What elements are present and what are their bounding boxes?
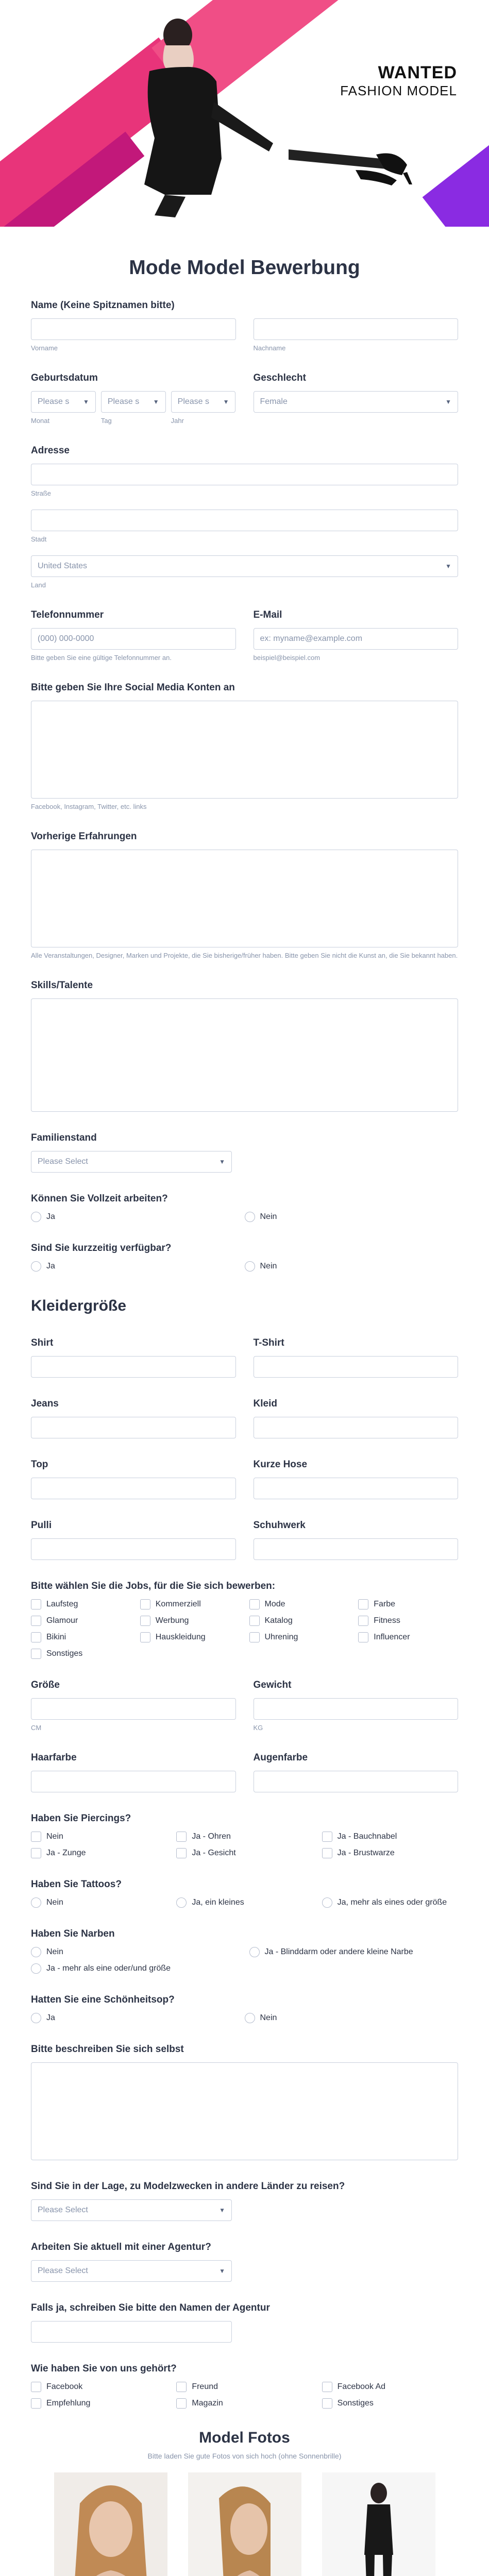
option-label: Nein [46,1832,63,1841]
agency-name-input[interactable] [31,2321,232,2343]
hero-title-main: WANTED [378,63,457,82]
scars-option[interactable] [31,1963,240,1974]
piercings-label: Haben Sie Piercings? [31,1813,131,1824]
agency-select[interactable]: Please Select ▼ [31,2260,232,2282]
marital-label: Familienstand [31,1132,97,1143]
tattoos-option[interactable] [31,1897,167,1908]
chevron-down-icon: ▼ [445,563,451,570]
piercings-option[interactable] [322,1848,458,1858]
option-label: Werbung [155,1616,189,1625]
checkbox [358,1632,368,1642]
jobs-option[interactable] [31,1599,131,1609]
chevron-down-icon: ▼ [223,398,229,405]
option-label: Freund [192,2382,218,2391]
birth-year-select[interactable]: Please s ▼ [171,391,236,413]
hero-title-sub: FASHION MODEL [340,83,457,98]
piercings-option[interactable] [322,1832,458,1842]
piercings-option[interactable] [176,1832,312,1842]
chevron-down-icon: ▼ [219,1158,225,1165]
last-name-input[interactable] [254,318,459,340]
kurze-hose-input[interactable] [254,1478,459,1499]
checkbox [358,1599,368,1609]
option-label: Ja - Ohren [192,1832,231,1841]
chevron-down-icon: ▼ [219,2207,225,2214]
hair-input[interactable] [31,1771,236,1792]
radio [176,1897,187,1908]
travel-label: Sind Sie in der Lage, zu Modelzwecken in andere Länder zu reisen? [31,2181,345,2192]
piercings-option[interactable] [31,1832,167,1842]
describe-textarea[interactable] [31,2062,458,2160]
surgery-label: Hatten Sie eine Schönheitsop? [31,1994,175,2005]
tattoos-option[interactable] [322,1897,458,1908]
checkbox [140,1599,150,1609]
piercings-options [31,1832,458,1858]
checkbox [31,1649,41,1659]
checkbox [322,2398,332,2409]
option-label: Glamour [46,1616,78,1625]
jobs-option[interactable] [249,1616,349,1626]
kleid-input[interactable] [254,1417,459,1438]
option-label: Mode [264,1600,285,1608]
checkbox [249,1616,260,1626]
tattoos-options [31,1897,458,1908]
checkbox [31,1848,41,1858]
height-input[interactable] [31,1698,236,1720]
marital-select[interactable]: Please Select ▼ [31,1151,232,1173]
tattoos-label: Haben Sie Tattoos? [31,1879,122,1890]
option-label: Ja - mehr als eine oder/und größe [46,1964,171,1973]
hero-title [340,63,457,99]
option-label: Bikini [46,1633,66,1641]
option-label: Laufsteg [46,1600,78,1608]
jobs-option[interactable] [31,1632,131,1642]
chevron-down-icon: ▼ [82,398,89,405]
jobs-option[interactable] [140,1616,240,1626]
option-label: Ja - Bauchnabel [337,1832,397,1841]
skills-field [31,980,458,1112]
checkbox [176,1848,187,1858]
photos-title: Model Fotos [199,2429,290,2446]
checkbox [140,1616,150,1626]
birth-gender-row: Geburtsdatum Please s ▼ Monat Please s ▼ Tag Please s ▼ Jahr Geschlecht Female ▼ [31,372,458,425]
fulltime-label: Können Sie Vollzeit arbeiten? [31,1193,168,1204]
piercings-option[interactable] [176,1848,312,1858]
agency-field [31,2242,458,2282]
head-shot-example-image [54,2472,167,2576]
scars-field [31,1928,458,1974]
hair-eyes-row: Haarfarbe Augenfarbe [31,1752,458,1792]
radio [31,1963,41,1974]
jeans-row: Jeans Kleid [31,1398,458,1438]
birth-label: Geburtsdatum [31,372,98,383]
checkbox [176,1832,187,1842]
skills-textarea[interactable] [31,998,458,1112]
checkbox [176,2398,187,2409]
jobs-option[interactable] [140,1632,240,1642]
checkbox [322,2382,332,2392]
checkbox [31,1632,41,1642]
surgery-field [31,1994,458,2023]
checkbox [249,1632,260,1642]
option-label: Hauskleidung [155,1633,206,1641]
checkbox [322,1832,332,1842]
country-select[interactable]: United States ▼ [31,555,458,577]
scars-option[interactable] [249,1947,459,1957]
phone-input[interactable]: (000) 000-0000 [31,628,236,650]
piercings-option[interactable] [31,1848,167,1858]
jobs-field [31,1581,458,1659]
tattoos-field [31,1879,458,1908]
top-row: Top Kurze Hose [31,1459,458,1499]
top-input[interactable] [31,1478,236,1499]
high-heels-image [289,129,443,185]
first-name-sublabel: Vorname [31,344,58,352]
jobs-options [31,1599,458,1659]
sizes-section-title: Kleidergröße [31,1297,127,1314]
experience-textarea[interactable] [31,850,458,947]
source-option[interactable] [31,2398,167,2409]
shortnotice-field [31,1243,458,1272]
option-label: Facebook [46,2382,83,2391]
option-label: Influencer [374,1633,410,1641]
shirt-input[interactable] [31,1356,236,1378]
surgery-no-radio[interactable]: Nein [245,2013,459,2023]
radio [322,1897,332,1908]
example-photos [31,2472,458,2576]
option-label: Uhrening [264,1633,298,1641]
source-option[interactable] [322,2398,458,2409]
piercings-field [31,1813,458,1858]
chevron-down-icon: ▼ [445,398,451,405]
social-field: Bitte geben Sie Ihre Social Media Konten an Facebook, Instagram, Twitter, etc. links [31,682,458,810]
option-label: Nein [46,1947,63,1956]
jobs-label: Bitte wählen Sie die Jobs, für die Sie sich bewerben: [31,1581,276,1591]
gender-label: Geschlecht [253,372,306,383]
checkbox [140,1632,150,1642]
source-option[interactable] [31,2382,167,2392]
jobs-option[interactable] [249,1599,349,1609]
contact-row: Telefonnummer (000) 000-0000 Bitte geben Sie eine gültige Telefonnummer an. E-Mail ex: myname@example.com beispiel@beispiel.com [31,609,458,662]
option-label: Magazin [192,2399,223,2408]
radio [31,1897,41,1908]
source-option[interactable] [322,2382,458,2392]
source-field [31,2363,458,2409]
experience-field: Vorherige Erfahrungen Alle Veranstaltungen, Designer, Marken und Projekte, die Sie bisherige/früher haben. Bitte geben Sie nicht die Kunst an, die Sie bekannt haben. [31,831,458,959]
birth-month-select[interactable]: Please s ▼ [31,391,96,413]
address-field: Adresse Straße Stadt United States ▼ Land [31,445,458,589]
jobs-option[interactable] [358,1632,458,1642]
name-field [31,300,458,352]
shirt-row: Shirt T-Shirt [31,1337,458,1378]
model-photo-image [88,9,283,221]
option-label: Katalog [264,1616,293,1625]
header-banner [0,0,489,227]
option-label: Ja, ein kleines [192,1898,244,1907]
radio [249,1947,260,1957]
describe-label: Bitte beschreiben Sie sich selbst [31,2044,184,2055]
marital-field [31,1132,458,1173]
street-input[interactable] [31,464,458,485]
checkbox [31,1832,41,1842]
source-label: Wie haben Sie von uns gehört? [31,2363,177,2374]
shortnotice-yes-radio[interactable]: Ja [31,1261,245,1272]
option-label: Facebook Ad [337,2382,386,2391]
agency-label: Arbeiten Sie aktuell mit einer Agentur? [31,2242,211,2252]
email-label: E-Mail [253,609,282,620]
checkbox [31,2398,41,2409]
source-option[interactable] [176,2382,312,2392]
form-title: Mode Model Bewerbung [129,257,360,279]
checkbox [249,1599,260,1609]
checkbox [176,2382,187,2392]
option-label: Sonstiges [46,1649,83,1658]
option-label: Ja - Brustwarze [337,1849,395,1857]
option-label: Kommerziell [155,1600,201,1608]
tshirt-input[interactable] [254,1356,459,1378]
scars-options [31,1947,458,1974]
side-shot-example-image [188,2472,301,2576]
jobs-option[interactable] [358,1599,458,1609]
last-name-sublabel: Nachname [253,344,286,352]
scars-label: Haben Sie Narben [31,1928,115,1939]
jobs-option[interactable] [31,1649,131,1659]
source-options [31,2382,458,2409]
gender-select[interactable]: Female ▼ [254,391,459,413]
checkbox [31,1616,41,1626]
pulli-input[interactable] [31,1538,236,1560]
travel-field [31,2181,458,2221]
jobs-option[interactable] [140,1599,240,1609]
photos-subtitle: Bitte laden Sie gute Fotos von sich hoch (ohne Sonnenbrille) [147,2452,342,2460]
jobs-option[interactable] [31,1616,131,1626]
travel-select[interactable]: Please Select ▼ [31,2199,232,2221]
option-label: Ja - Gesicht [192,1849,236,1857]
jobs-option[interactable] [358,1616,458,1626]
option-label: Ja, mehr als eines oder größe [337,1898,447,1907]
shortnotice-no-radio[interactable]: Nein [245,1261,459,1272]
option-label: Nein [46,1898,63,1907]
social-label: Bitte geben Sie Ihre Social Media Konten an [31,682,235,693]
option-label: Farbe [374,1600,396,1608]
fulltime-field [31,1193,458,1222]
source-option[interactable] [176,2398,312,2409]
size-weight-row: Größe CM Gewicht KG [31,1680,458,1732]
social-textarea[interactable] [31,701,458,799]
weight-input[interactable] [254,1698,459,1720]
application-form [0,257,489,2576]
checkbox [31,2382,41,2392]
schuhwerk-input[interactable] [254,1538,459,1560]
full-length-example-image [322,2472,435,2576]
jeans-input[interactable] [31,1417,236,1438]
fulltime-yes-radio[interactable]: Ja [31,1212,245,1222]
fulltime-no-radio[interactable]: Nein [245,1212,459,1222]
option-label: Fitness [374,1616,400,1625]
eyes-input[interactable] [254,1771,459,1792]
radio [31,1947,41,1957]
chevron-down-icon: ▼ [219,2267,225,2275]
chevron-down-icon: ▼ [153,398,159,405]
option-label: Empfehlung [46,2399,91,2408]
surgery-yes-radio[interactable]: Ja [31,2013,245,2023]
tattoos-option[interactable] [176,1897,312,1908]
describe-field [31,2044,458,2160]
phone-label: Telefonnummer [31,609,104,620]
agency-name-field [31,2302,458,2343]
agency-name-label: Falls ja, schreiben Sie bitte den Namen der Agentur [31,2302,270,2313]
checkbox [358,1616,368,1626]
address-label: Adresse [31,445,70,456]
checkbox [322,1848,332,1858]
experience-label: Vorherige Erfahrungen [31,831,137,842]
birth-day-select[interactable]: Please s ▼ [101,391,166,413]
shortnotice-label: Sind Sie kurzzeitig verfügbar? [31,1243,172,1253]
jobs-option[interactable] [249,1632,349,1642]
email-input[interactable]: ex: myname@example.com [254,628,459,650]
first-name-input[interactable] [31,318,236,340]
option-label: Ja - Blinddarm oder andere kleine Narbe [264,1947,413,1956]
checkbox [31,1599,41,1609]
city-input[interactable] [31,510,458,531]
name-label: Name (Keine Spitznamen bitte) [31,300,175,311]
option-label: Sonstiges [337,2399,374,2408]
scars-option[interactable] [31,1947,240,1957]
option-label: Ja - Zunge [46,1849,86,1857]
skills-label: Skills/Talente [31,980,93,991]
pulli-row: Pulli Schuhwerk [31,1520,458,1560]
